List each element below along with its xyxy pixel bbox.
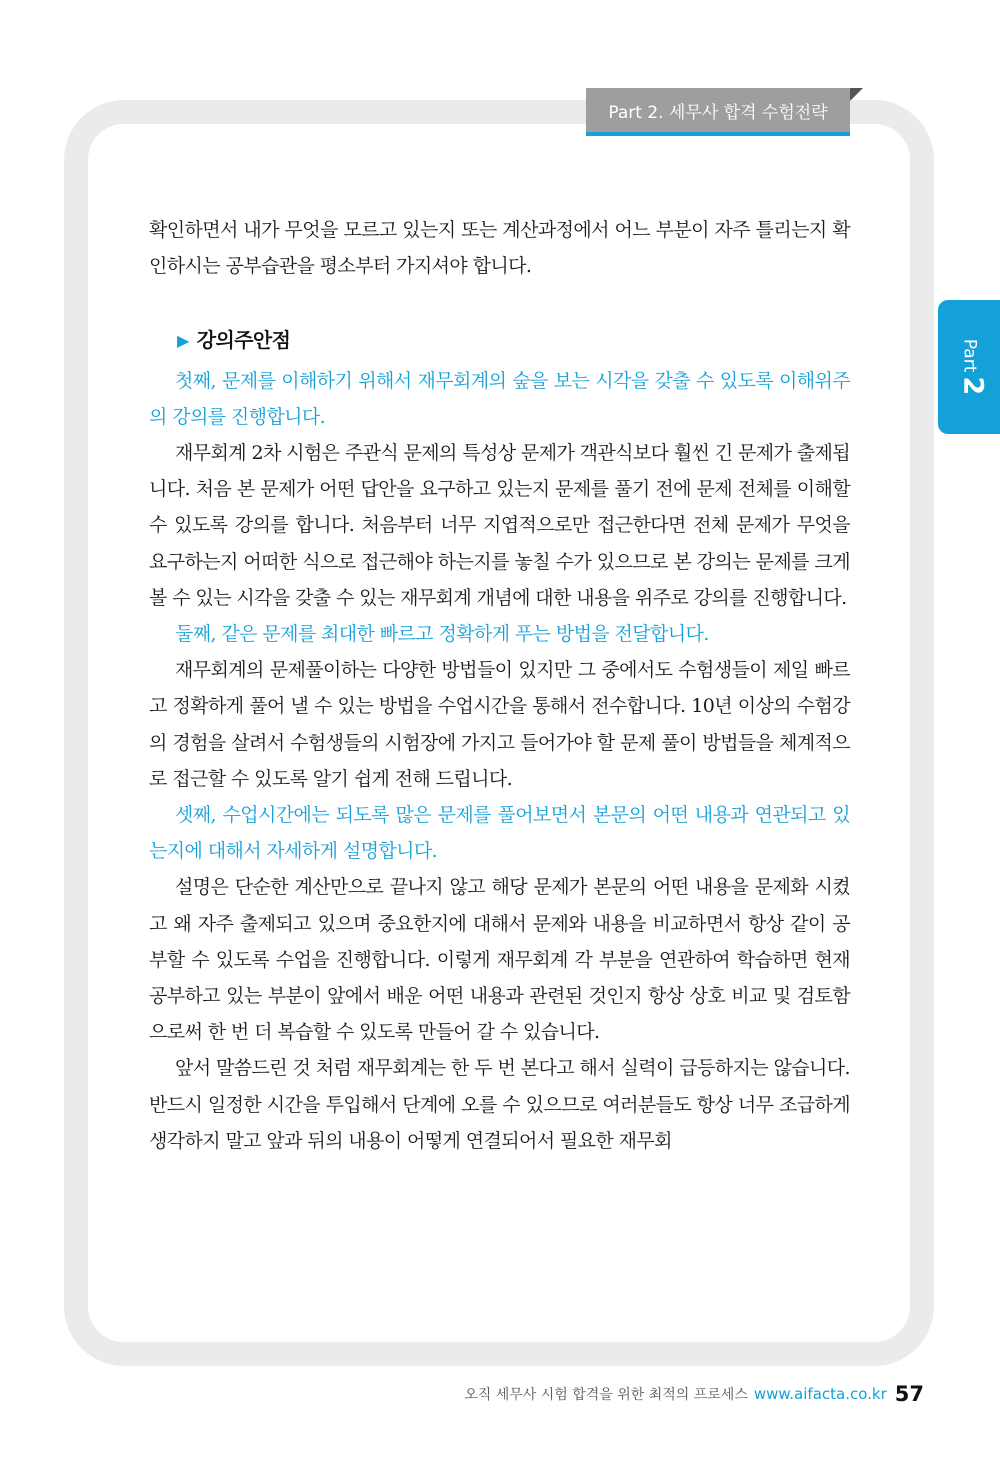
page-body bbox=[149, 212, 850, 1159]
point3-paragraph-2: 앞서 말씀드린 것 처럼 재무회계는 한 두 번 본다고 해서 실력이 급등하지는 않습니다. 반드시 일정한 시간을 투입해서 단계에 오를 수 있으므로 여러분들도 항상 너무 조급하게 생각하지 말고 앞과 뒤의 내용이 어떻게 연결되어서 필요한 재무회 bbox=[149, 1057, 850, 1152]
footer-url: www.aifacta.co.kr bbox=[753, 1385, 887, 1403]
page-footer bbox=[0, 1380, 924, 1404]
section-heading bbox=[177, 322, 850, 360]
part-header-tab bbox=[586, 88, 850, 136]
section-heading-text: 강의주안점 bbox=[196, 328, 291, 353]
footer-tagline: 오직 세무사 시험 합격을 위한 최적의 프로세스 bbox=[464, 1387, 748, 1403]
point1-title: 첫째, 문제를 이해하기 위해서 재무회계의 숲을 보는 시각을 갖출 수 있도록 이해위주의 강의를 진행합니다. bbox=[149, 369, 850, 428]
side-tab-word: Part bbox=[959, 338, 980, 373]
intro-paragraph: 확인하면서 내가 무엇을 모르고 있는지 또는 계산과정에서 어느 부분이 자주 틀리는지 확인하시는 공부습관을 평소부터 가지셔야 합니다. bbox=[149, 219, 850, 278]
triangle-bullet-icon: ▶ bbox=[177, 331, 189, 351]
point2-paragraph: 재무회계의 문제풀이하는 다양한 방법들이 있지만 그 중에서도 수험생들이 제일 빠르고 정확하게 풀어 낼 수 있는 방법을 수업시간을 통해서 전수합니다. 10년 이상의 수험강의 경험을 살려서 수험생들의 시험장에 가지고 들어가야 할 문제 풀이 방법들을 체계적으로 접근할 수 있도록 알기 쉽게 전해 드립니다. bbox=[149, 659, 850, 790]
side-tab-number: 2 bbox=[957, 376, 989, 396]
point3-title: 셋째, 수업시간에는 되도록 많은 문제를 풀어보면서 본문의 어떤 내용과 연관되고 있는지에 대해서 자세하게 설명합니다. bbox=[149, 804, 850, 863]
point1-paragraph: 재무회계 2차 시험은 주관식 문제의 특성상 문제가 객관식보다 훨씬 긴 문제가 출제됩니다. 처음 본 문제가 어떤 답안을 요구하고 있는지 문제를 풀기 전에 문제 전체를 이해할 수 있도록 강의를 합니다. 처음부터 너무 지엽적으로만 접근한다면 전체 문제가 무엇을 요구하는지 어떠한 식으로 접근해야 하는지를 놓칠 수가 있으므로 본 강의는 문제를 크게 볼 수 있는 시각을 갖출 수 있는 재무회계 개념에 대한 내용을 위주로 강의를 진행합니다. bbox=[149, 442, 850, 609]
page-number: 57 bbox=[894, 1382, 924, 1406]
point3-paragraph-1: 설명은 단순한 계산만으로 끝나지 않고 해당 문제가 본문의 어떤 내용을 문제화 시켰고 왜 자주 출제되고 있으며 중요한지에 대해서 문제와 내용을 비교하면서 항상 같이 공부할 수 있도록 수업을 진행합니다. 이렇게 재무회계 각 부분을 연관하여 학습하면 현재 공부하고 있는 부분이 앞에서 배운 어떤 내용과 관련된 것인지 항상 상호 비교 및 검토함으로써 한 번 더 복습할 수 있도록 만들어 갈 수 있습니다. bbox=[149, 876, 850, 1044]
side-tab-label bbox=[958, 339, 989, 395]
header-tab-fold bbox=[850, 88, 863, 101]
point2-title: 둘째, 같은 문제를 최대한 빠르고 정확하게 푸는 방법을 전달합니다. bbox=[175, 623, 709, 646]
side-part-tab bbox=[938, 300, 1000, 434]
part-header-label: Part 2. 세무사 합격 수험전략 bbox=[608, 102, 828, 123]
